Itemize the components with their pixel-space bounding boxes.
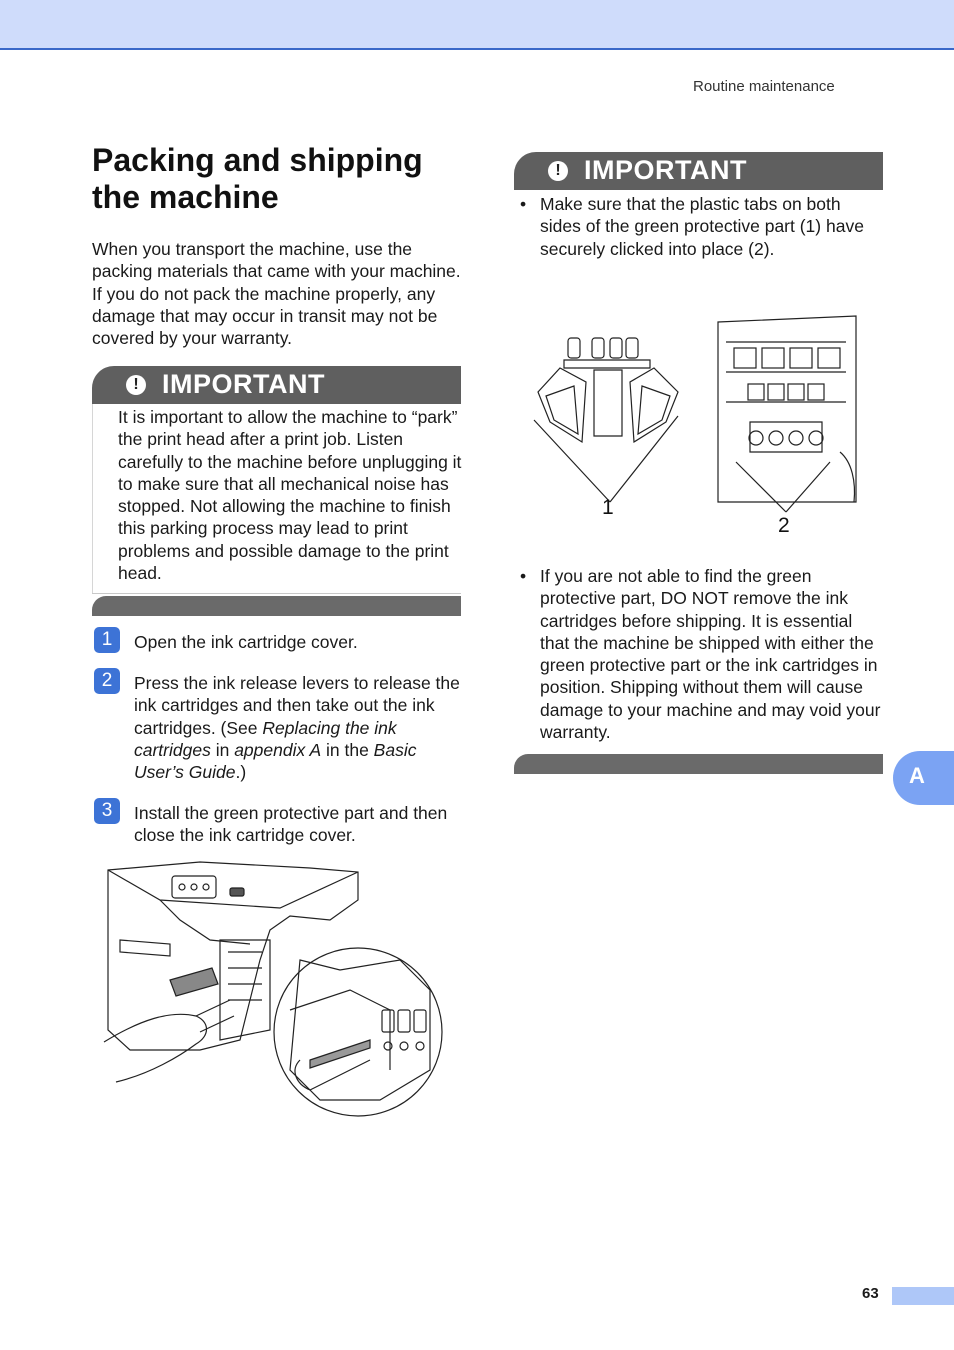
top-header-band xyxy=(0,0,954,50)
figure-label-1: 1 xyxy=(602,496,614,519)
bullet-2-text: If you are not able to find the green protective part, DO NOT remove the ink cartridges before shipping. It is essential that the machine be shipped with either the green protective part or the ink cartridges in position. Shipping without them will cause damage to your machine and may void your warranty. xyxy=(540,566,881,743)
appendix-side-tab xyxy=(893,751,954,805)
figure-label-2: 2 xyxy=(778,514,790,537)
bullet-marker: • xyxy=(520,194,527,214)
page-number: 63 xyxy=(862,1285,879,1302)
important-right-bullet-1 xyxy=(520,193,882,263)
step-number-3: 3 xyxy=(94,798,120,824)
important-left-border xyxy=(92,404,93,594)
printer-cartridge-illustration xyxy=(100,860,450,1122)
step-1-text: Open the ink cartridge cover. xyxy=(134,632,358,652)
important-label: IMPORTANT xyxy=(584,155,747,185)
warning-icon: ! xyxy=(548,161,568,181)
protective-part-illustration xyxy=(530,312,866,538)
step-2-text: Press the ink release levers to release the ink cartridges and then take out the ink cartridges. (See Replacing the ink cartridges in appendix A in the Basic User’s Guide.) xyxy=(134,673,460,783)
step-number-2: 2 xyxy=(94,668,120,694)
bullet-1-text: Make sure that the plastic tabs on both sides of the green protective part (1) have securely clicked into place (2). xyxy=(540,194,864,259)
running-header: Routine maintenance xyxy=(693,78,835,95)
intro-paragraph: When you transport the machine, use the packing materials that came with your machine. If you do not pack the machine properly, any damage that may occur in transit may not be covered by your warranty. xyxy=(92,239,461,349)
bullet-marker: • xyxy=(520,566,527,586)
warning-icon: ! xyxy=(126,375,146,395)
page-number-bar xyxy=(892,1287,954,1305)
step-number-1: 1 xyxy=(94,627,120,653)
important-header-right xyxy=(514,152,883,190)
page-title: Packing and shipping the machine xyxy=(92,142,423,215)
important-end-bar-left xyxy=(92,596,461,616)
important-left-text: It is important to allow the machine to “park” the print head after a print job. Listen carefully to the machine before unplugging it to make sure that all mechanical noise has stopped. Not allowing the machine to finish this parking process may lead to print problems and possible damage to the print head. xyxy=(118,407,462,584)
important-header-left xyxy=(92,366,461,404)
important-right-bullet-2 xyxy=(520,565,882,745)
important-end-bar-right xyxy=(514,754,883,774)
important-end-rule-left xyxy=(92,593,461,594)
side-tab-letter: A xyxy=(909,763,925,788)
important-label: IMPORTANT xyxy=(162,369,325,399)
step-3-text: Install the green protective part and then close the ink cartridge cover. xyxy=(134,803,448,846)
